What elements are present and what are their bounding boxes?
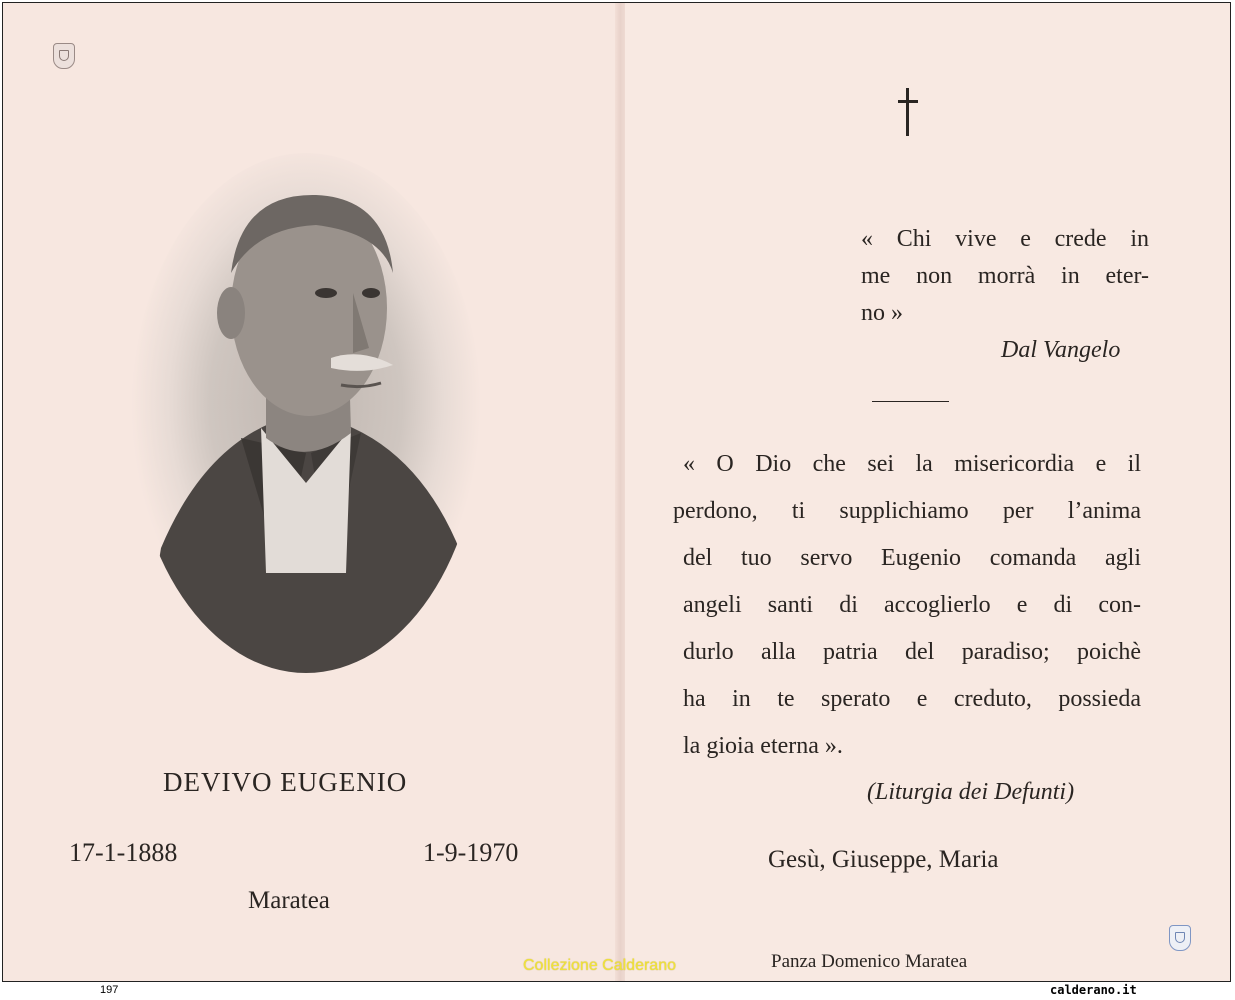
prayer-line: « O Dio che sei la misericordia e il: [683, 451, 1141, 477]
quote-source: Dal Vangelo: [1001, 337, 1121, 363]
holy-family-invocation: Gesù, Giuseppe, Maria: [768, 846, 999, 873]
portrait-figure: [131, 153, 481, 673]
prayer-text: [673, 448, 1141, 777]
prayer-line: angeli santi di accoglierlo e di con-: [683, 592, 1141, 618]
birth-date: 17-1-1888: [69, 838, 178, 867]
prayer-source: (Liturgia dei Defunti): [867, 779, 1075, 805]
cross-icon: [896, 86, 920, 138]
card-frame: [2, 2, 1231, 982]
divider: [872, 401, 949, 402]
prayer-line: ha in te sperato e creduto, possieda: [683, 686, 1141, 712]
site-name: calderano.it: [1050, 983, 1137, 997]
quote-line: « Chi vive e crede in: [861, 226, 1149, 252]
left-panel: [3, 3, 617, 981]
place-name: Maratea: [248, 887, 330, 914]
prayer-line: durlo alla patria del paradiso; poichè: [683, 639, 1141, 665]
quote-line: me non morrà in eter-: [861, 263, 1149, 289]
footer-bar: [0, 983, 1235, 1000]
portrait-photo: [131, 153, 481, 673]
collection-watermark: Collezione Calderano: [523, 957, 676, 974]
deceased-name: DEVIVO EUGENIO: [163, 767, 408, 797]
item-number: 197: [100, 984, 119, 996]
prayer-line: del tuo servo Eugenio comanda agli: [683, 545, 1141, 571]
death-date: 1-9-1970: [423, 838, 519, 867]
prayer-line: la gioia eterna ».: [683, 733, 843, 759]
coat-of-arms-icon: [1169, 925, 1191, 951]
quote-line: no »: [861, 300, 903, 326]
coat-of-arms-icon: [53, 43, 75, 69]
prayer-line: perdono, ti supplichiamo per l’anima: [673, 498, 1141, 524]
printer-credit: Panza Domenico Maratea: [771, 951, 968, 972]
gospel-quote: [861, 223, 1149, 334]
